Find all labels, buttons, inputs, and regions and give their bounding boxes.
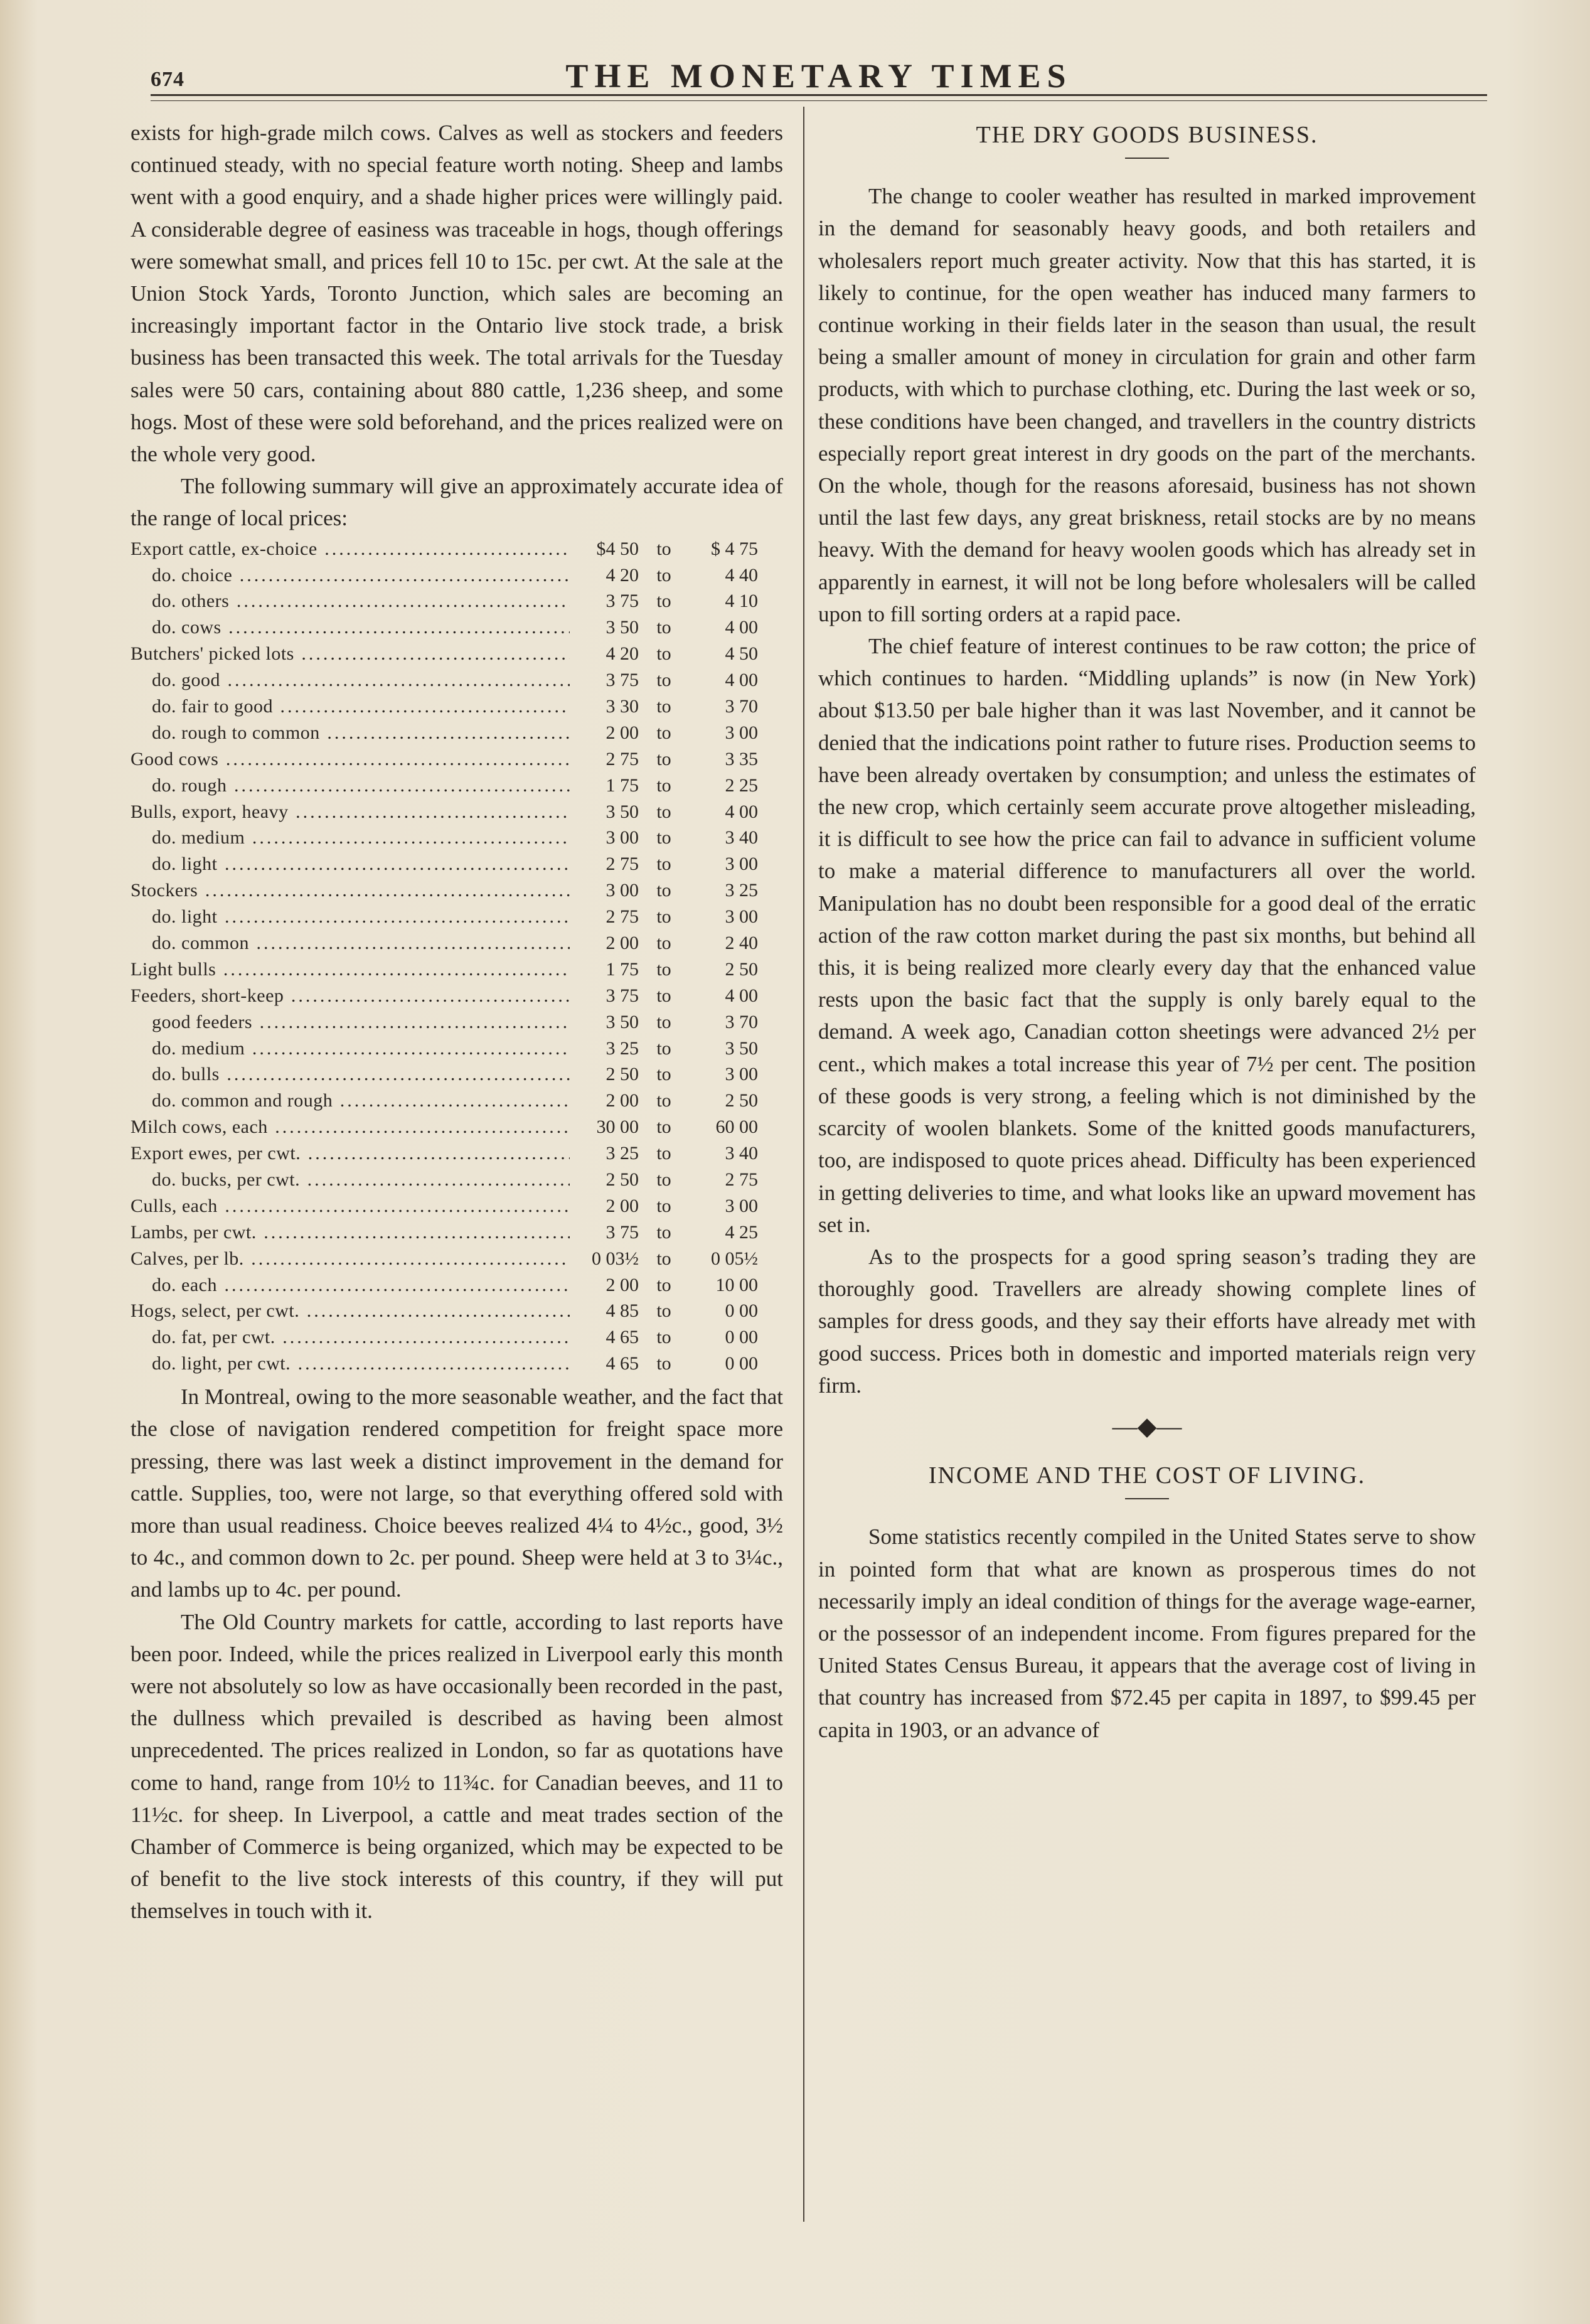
price-upto: 4 00 — [725, 617, 758, 638]
price-row — [131, 1193, 783, 1219]
price-label: Butchers' picked lots ..... — [131, 641, 570, 667]
price-upto: 2 75 — [725, 1169, 758, 1191]
price-upto: 3 00 — [725, 906, 758, 928]
price-label: Light bulls ..... — [131, 956, 570, 983]
price-upto: 0 00 — [725, 1327, 758, 1348]
price-upto: 2 40 — [725, 933, 758, 953]
price-from: 2 50 — [606, 1169, 639, 1191]
price-row — [131, 1272, 783, 1299]
price-upto: 4 40 — [725, 564, 758, 586]
price-row — [131, 983, 783, 1009]
price-label: Stockers ..... — [131, 877, 570, 904]
masthead-title: THE MONETARY TIMES — [565, 57, 1072, 95]
dry-goods-heading: THE DRY GOODS BUSINESS. — [976, 122, 1318, 148]
price-upto: 3 50 — [725, 1037, 758, 1059]
price-to-word: to — [656, 906, 671, 928]
price-label: do. common ..... — [131, 930, 570, 956]
price-upto: 10 00 — [715, 1274, 758, 1295]
price-label: do. each ..... — [131, 1272, 570, 1299]
price-to-word: to — [656, 774, 671, 796]
left-column — [131, 117, 783, 1927]
header-rule — [151, 94, 1487, 96]
price-label: do. bucks, per cwt. ..... — [131, 1167, 570, 1193]
price-label: do. rough to common ..... — [131, 720, 570, 746]
price-row — [131, 930, 783, 956]
dry-goods-paragraph-3: As to the prospects for a good spring season’s trading they are thoroughly good. Travellers are already showing complete lines of samples for dress goods, and they say their efforts have already met with good success. Prices both in domestic and imported materials reign very firm. — [818, 1244, 1476, 1398]
price-from: 3 75 — [606, 591, 639, 612]
price-to-word: to — [656, 854, 671, 875]
price-row — [131, 877, 783, 904]
price-row — [131, 904, 783, 930]
price-from: 3 75 — [606, 985, 639, 1006]
price-from: 2 75 — [606, 748, 639, 769]
price-to-word: to — [656, 1274, 671, 1295]
price-label: do. common and rough ..... — [131, 1088, 570, 1114]
price-from: 2 75 — [606, 854, 639, 875]
price-to-word: to — [656, 827, 671, 849]
price-to-word: to — [656, 695, 671, 717]
price-label: do. good ..... — [131, 667, 570, 693]
price-to-word: to — [656, 564, 671, 586]
price-row — [131, 720, 783, 746]
price-row — [131, 1324, 783, 1351]
price-from: 3 00 — [606, 827, 639, 849]
price-label: do. cows ..... — [131, 614, 570, 641]
price-to-word: to — [656, 1248, 671, 1269]
price-row — [131, 825, 783, 851]
income-heading: INCOME AND THE COST OF LIVING. — [928, 1462, 1366, 1489]
price-from: 2 00 — [606, 722, 639, 743]
dry-goods-paragraph-1: The change to cooler weather has resulted in marked improvement in the demand for seasonably heavy goods, and both retailers and wholesalers report much greater activity. Now that this has started, it is likely to continue, for the open weather has induced many farmers to continue working in their fields later in the season than usual, the result being a smaller amount of money in circulation for grain and other farm products, with which to purchase clothing, etc. During the last week or so, these conditions have been changed, and travellers in the country districts especially report great interest in dry goods on the part of the merchants. On the whole, though for the reasons aforesaid, business has not shown until the last few days, any great briskness, retail stocks are by no means heavy. With the demand for heavy woolen goods which has already set in apparently in earnest, it will not be long before wholesalers will be called upon to fill sorting orders at a rapid pace. — [818, 184, 1476, 626]
price-to-word: to — [656, 933, 671, 953]
income-paragraph: Some statistics recently compiled in the United States serve to show in pointed form that what are known as prosperous times do not necessarily imply an ideal condition of things for the average wage-earner, or the possessor of an independent income. From figures prepared for the United States Census Bureau, it appears that the average cost of living in that country has increased from $72.45 per capita in 1897, to $99.45 per capita in 1903, or an advance of — [818, 1524, 1476, 1742]
price-row — [131, 536, 783, 562]
price-from: 2 00 — [606, 1274, 639, 1295]
price-row — [131, 851, 783, 877]
price-label: do. choice ..... — [131, 562, 570, 589]
heading-rule — [1125, 1498, 1169, 1499]
price-row — [131, 1061, 783, 1088]
price-label: Bulls, export, heavy ..... — [131, 799, 570, 825]
price-label: do. rough ..... — [131, 773, 570, 799]
price-label: Culls, each ..... — [131, 1193, 570, 1219]
price-upto: 3 70 — [725, 695, 758, 717]
price-from: 30 00 — [596, 1116, 639, 1138]
price-label: Export cattle, ex-choice ..... — [131, 536, 570, 562]
price-from: 4 65 — [606, 1327, 639, 1348]
price-from: 4 20 — [606, 643, 639, 665]
price-to-word: to — [656, 617, 671, 638]
price-label: do. light ..... — [131, 851, 570, 877]
header-rule-thin — [151, 100, 1487, 101]
price-to-word: to — [656, 1327, 671, 1348]
price-to-word: to — [656, 958, 671, 980]
price-upto: 0 00 — [725, 1300, 758, 1322]
price-upto: 0 00 — [725, 1353, 758, 1374]
price-from: 1 75 — [606, 958, 639, 980]
price-to-word: to — [656, 801, 671, 822]
price-from: 0 03½ — [592, 1248, 639, 1269]
price-label: do. fat, per cwt. ..... — [131, 1324, 570, 1351]
price-to-word: to — [656, 1064, 671, 1085]
price-table — [131, 536, 783, 1378]
price-upto: 3 70 — [725, 1011, 758, 1032]
price-to-word: to — [656, 985, 671, 1006]
price-to-word: to — [656, 1090, 671, 1111]
price-upto: 3 40 — [725, 827, 758, 849]
price-from: 3 50 — [606, 1011, 639, 1032]
price-row — [131, 1167, 783, 1193]
price-from: 1 75 — [606, 774, 639, 796]
price-to-word: to — [656, 722, 671, 743]
price-upto: 2 50 — [725, 958, 758, 980]
price-to-word: to — [656, 1116, 671, 1138]
summary-intro-paragraph: The following summary will give an approximately accurate idea of the range of local prices: — [131, 474, 783, 531]
price-row — [131, 641, 783, 667]
price-to-word: to — [656, 643, 671, 665]
price-to-word: to — [656, 1353, 671, 1374]
page-number: 674 — [151, 68, 184, 91]
section-ornament: —◆— — [1112, 1411, 1182, 1440]
price-from: 2 00 — [606, 933, 639, 953]
price-from: 2 00 — [606, 1195, 639, 1216]
price-upto: 4 00 — [725, 801, 758, 822]
price-upto: 0 05½ — [711, 1248, 758, 1269]
price-upto: 4 25 — [725, 1221, 758, 1243]
price-upto: 4 50 — [725, 643, 758, 665]
price-from: 4 20 — [606, 564, 639, 586]
price-from: 2 50 — [606, 1064, 639, 1085]
heading-rule — [1125, 158, 1169, 159]
price-from: 3 75 — [606, 670, 639, 691]
price-label: good feeders ..... — [131, 1009, 570, 1036]
price-to-word: to — [656, 1011, 671, 1032]
price-label: do. medium ..... — [131, 1036, 570, 1062]
price-label: do. bulls ..... — [131, 1061, 570, 1088]
price-upto: 3 35 — [725, 748, 758, 769]
price-from: 2 75 — [606, 906, 639, 928]
price-row — [131, 667, 783, 693]
cattle-report-paragraph: exists for high-grade milch cows. Calves as well as stockers and feeders continued steady, with no special feature worth noting. Sheep and lambs went with a good enquiry, and a shade higher prices were willingly paid. A considerable degree of easiness was traceable in hogs, though offerings were somewhat small, and prices fell 10 to 15c. per cwt. At the sale at the Union Stock Yards, Toronto Junction, which sales are becoming an increasingly important factor in the Ontario live stock trade, a brisk business has been transacted this week. The total arrivals for the Tuesday sales were 50 cars, containing about 880 cattle, 1,236 sheep, and some hogs. Most of these were sold beforehand, and the prices realized were on the whole very good. — [131, 120, 783, 467]
price-row — [131, 1140, 783, 1167]
price-from: 3 25 — [606, 1143, 639, 1164]
price-row — [131, 746, 783, 773]
page-header — [151, 50, 1487, 107]
price-row — [131, 1088, 783, 1114]
price-to-word: to — [656, 591, 671, 612]
price-from: 4 85 — [606, 1300, 639, 1322]
price-label: Feeders, short-keep ..... — [131, 983, 570, 1009]
price-to-word: to — [656, 1037, 671, 1059]
price-row — [131, 588, 783, 614]
price-upto: 60 00 — [715, 1116, 758, 1138]
price-row — [131, 614, 783, 641]
price-to-word: to — [656, 1300, 671, 1322]
price-upto: 3 00 — [725, 722, 758, 743]
price-upto: 2 25 — [725, 774, 758, 796]
montreal-paragraph: In Montreal, owing to the more seasonable weather, and the fact that the close of navigation rendered competition for freight space more pressing, there was last week a distinct improvement in the demand for cattle. Supplies, too, were not large, so that everything offered sold with more than usual readiness. Choice beeves realized 4¼ to 4½c., good, 3½ to 4c., and common down to 2c. per pound. Sheep were held at 3 to 3¼c., and lambs up to 4c. per pound. — [131, 1384, 783, 1602]
price-upto: 3 00 — [725, 1064, 758, 1085]
price-row — [131, 1246, 783, 1272]
price-label: do. medium ..... — [131, 825, 570, 851]
price-from: 3 50 — [606, 801, 639, 822]
price-label: do. others ..... — [131, 588, 570, 614]
price-upto: $ 4 75 — [711, 538, 758, 559]
price-label: Calves, per lb. ..... — [131, 1246, 570, 1272]
price-from: 3 50 — [606, 617, 639, 638]
price-label: do. light, per cwt. ..... — [131, 1351, 570, 1377]
price-row — [131, 1114, 783, 1140]
price-upto: 2 50 — [725, 1090, 758, 1111]
price-label: Lambs, per cwt. ..... — [131, 1219, 570, 1246]
right-column — [818, 117, 1476, 1746]
price-upto: 4 00 — [725, 670, 758, 691]
price-label: do. light ..... — [131, 904, 570, 930]
price-label: Good cows ..... — [131, 746, 570, 773]
price-upto: 3 00 — [725, 1195, 758, 1216]
price-label: Export ewes, per cwt. ..... — [131, 1140, 570, 1167]
price-row — [131, 773, 783, 799]
price-from: 2 00 — [606, 1090, 639, 1111]
price-upto: 4 00 — [725, 985, 758, 1006]
price-from: 3 25 — [606, 1037, 639, 1059]
price-to-word: to — [656, 880, 671, 901]
price-row — [131, 562, 783, 589]
price-row — [131, 693, 783, 720]
price-row — [131, 1009, 783, 1036]
price-upto: 3 40 — [725, 1143, 758, 1164]
price-from: 3 30 — [606, 695, 639, 717]
price-row — [131, 956, 783, 983]
price-to-word: to — [656, 1143, 671, 1164]
price-row — [131, 799, 783, 825]
old-country-paragraph: The Old Country markets for cattle, according to last reports have been poor. Indeed, while the prices realized in Liverpool early this month were not absolutely so low as have occasionally been recorded in the past, the dullness which prevailed is described as having been almost unprecedented. The prices realized in London, so far as quotations have come to hand, range from 10½ to 11¾c. for Canadian beeves, and 11 to 11½c. for sheep. In Liverpool, a cattle and meat trades section of the Chamber of Commerce is being organized, which may be expected to be of benefit to the live stock interests of this country, if they will put themselves in touch with it. — [131, 1609, 783, 1924]
price-upto: 3 00 — [725, 854, 758, 875]
price-from: 3 75 — [606, 1221, 639, 1243]
price-upto: 4 10 — [725, 591, 758, 612]
price-to-word: to — [656, 1195, 671, 1216]
price-label: do. fair to good ..... — [131, 693, 570, 720]
dry-goods-paragraph-2: The chief feature of interest continues to be raw cotton; the price of which continues to harden. “Middling uplands” is now (in New York) about $13.50 per bale higher than it was last November, and it cannot be denied that the indications point rather to future rises. Production seems to have been already overtaken by consumption; and unless the estimates of the new crop, which certainly seem accurate prove altogether misleading, it is difficult to see how the price can fail to advance in sufficient volume to make a material difference to manufacturers all over the world. Manipulation has no doubt been responsible for a good deal of the erratic action of the raw cotton market during the past six months, but behind all this, it is being realized more clearly every day that the enhanced value rests upon the basic fact that the supply is only barely equal to the demand. A week ago, Canadian cotton sheetings were advanced 2½ per cent., which makes a total increase this year of 7½ per cent. The position of these goods is very strong, a feeling which is not diminished by the scarcity of woolen blankets. Some of the knitted goods manufacturers, too, are indisposed to quote prices ahead. Difficulty has been experienced in getting deliveries to time, and what looks like an upward movement has set in. — [818, 634, 1476, 1237]
price-to-word: to — [656, 538, 671, 559]
price-from: $4 50 — [596, 538, 639, 559]
price-from: 4 65 — [606, 1353, 639, 1374]
price-upto: 3 25 — [725, 880, 758, 901]
price-label: Milch cows, each ..... — [131, 1114, 570, 1140]
price-to-word: to — [656, 1221, 671, 1243]
price-from: 3 00 — [606, 880, 639, 901]
price-to-word: to — [656, 1169, 671, 1191]
price-to-word: to — [656, 670, 671, 691]
price-row — [131, 1298, 783, 1324]
price-row — [131, 1351, 783, 1377]
price-row — [131, 1036, 783, 1062]
price-label: Hogs, select, per cwt. ..... — [131, 1298, 570, 1324]
price-to-word: to — [656, 748, 671, 769]
price-row — [131, 1219, 783, 1246]
column-divider — [803, 107, 804, 2222]
